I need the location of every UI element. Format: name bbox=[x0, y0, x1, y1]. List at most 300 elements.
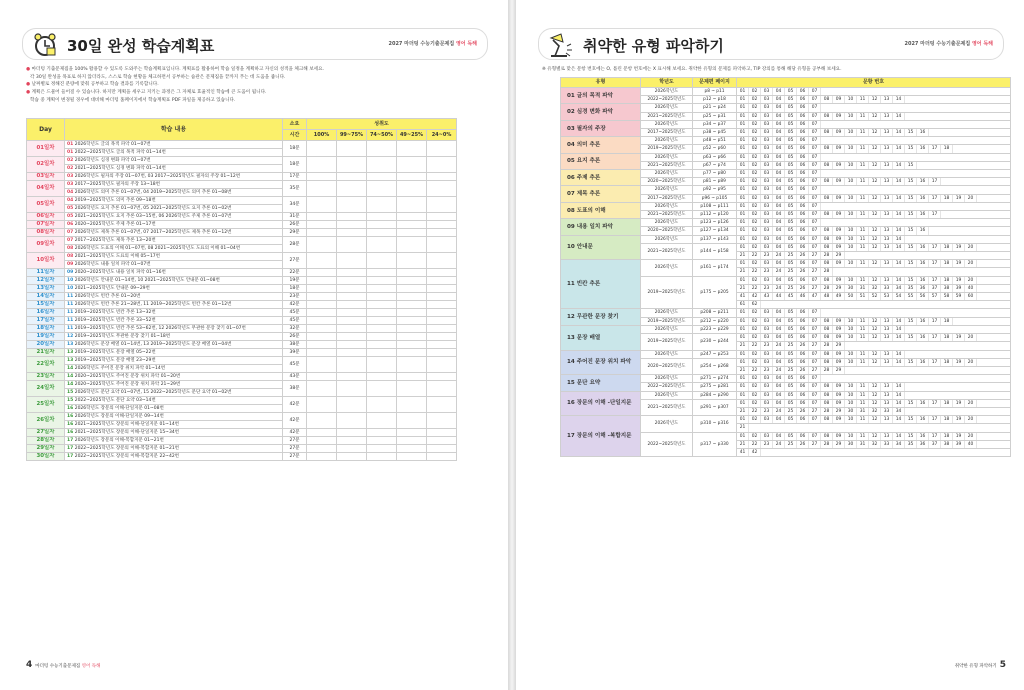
question-number[interactable]: 01 bbox=[737, 137, 749, 144]
score-cell[interactable] bbox=[367, 333, 397, 341]
question-number[interactable]: 15 bbox=[905, 162, 917, 169]
question-number[interactable]: 22 bbox=[749, 342, 761, 349]
question-number[interactable]: 02 bbox=[749, 88, 761, 95]
question-number[interactable]: 15 bbox=[905, 178, 917, 185]
question-number[interactable]: 10 bbox=[845, 392, 857, 399]
question-number[interactable]: 20 bbox=[965, 400, 977, 407]
question-number[interactable]: 13 bbox=[881, 318, 893, 325]
score-cell[interactable] bbox=[367, 325, 397, 333]
question-number[interactable]: 60 bbox=[965, 293, 977, 300]
question-number[interactable]: 05 bbox=[785, 88, 797, 95]
score-cell[interactable] bbox=[397, 317, 427, 325]
question-number[interactable]: 03 bbox=[761, 178, 773, 185]
question-number[interactable]: 28 bbox=[821, 367, 833, 374]
score-cell[interactable] bbox=[307, 309, 337, 317]
question-number[interactable]: 45 bbox=[785, 293, 797, 300]
question-number[interactable]: 05 bbox=[785, 351, 797, 358]
question-number[interactable]: 19 bbox=[953, 277, 965, 284]
question-number[interactable]: 12 bbox=[869, 178, 881, 185]
question-number[interactable]: 09 bbox=[833, 351, 845, 358]
question-number[interactable]: 23 bbox=[761, 408, 773, 415]
question-number[interactable]: 09 bbox=[833, 326, 845, 333]
question-number[interactable]: 06 bbox=[797, 137, 809, 144]
question-number[interactable]: 22 bbox=[749, 367, 761, 374]
question-number[interactable]: 08 bbox=[821, 195, 833, 202]
score-cell[interactable] bbox=[337, 309, 367, 317]
question-number[interactable]: 12 bbox=[869, 383, 881, 390]
question-number[interactable]: 02 bbox=[749, 334, 761, 341]
question-number[interactable]: 62 bbox=[749, 301, 761, 308]
question-number[interactable]: 16 bbox=[917, 416, 929, 423]
question-number[interactable]: 19 bbox=[953, 334, 965, 341]
question-number[interactable]: 25 bbox=[785, 285, 797, 292]
question-number[interactable]: 03 bbox=[761, 186, 773, 193]
question-number[interactable]: 04 bbox=[773, 375, 785, 382]
question-number[interactable]: 07 bbox=[809, 416, 821, 423]
question-number[interactable]: 05 bbox=[785, 392, 797, 399]
score-cell[interactable] bbox=[427, 269, 457, 277]
question-number[interactable]: 11 bbox=[857, 178, 869, 185]
question-number[interactable]: 13 bbox=[881, 392, 893, 399]
score-cell[interactable] bbox=[427, 253, 457, 269]
question-number[interactable]: 15 bbox=[905, 260, 917, 267]
question-number[interactable]: 04 bbox=[773, 121, 785, 128]
score-cell[interactable] bbox=[307, 157, 337, 173]
question-number[interactable]: 03 bbox=[761, 211, 773, 218]
score-cell[interactable] bbox=[367, 381, 397, 397]
question-number[interactable]: 20 bbox=[965, 359, 977, 366]
question-number[interactable]: 17 bbox=[929, 433, 941, 440]
score-cell[interactable] bbox=[397, 141, 427, 157]
question-number[interactable]: 01 bbox=[737, 129, 749, 136]
question-number[interactable]: 04 bbox=[773, 359, 785, 366]
question-number[interactable]: 02 bbox=[749, 137, 761, 144]
question-number[interactable]: 01 bbox=[737, 121, 749, 128]
question-number[interactable]: 11 bbox=[857, 129, 869, 136]
question-number[interactable]: 11 bbox=[857, 145, 869, 152]
score-cell[interactable] bbox=[427, 181, 457, 197]
score-cell[interactable] bbox=[337, 317, 367, 325]
score-cell[interactable] bbox=[397, 453, 427, 461]
question-number[interactable]: 16 bbox=[917, 433, 929, 440]
score-cell[interactable] bbox=[397, 277, 427, 285]
question-number[interactable]: 02 bbox=[749, 170, 761, 177]
question-number[interactable]: 13 bbox=[881, 211, 893, 218]
question-number[interactable]: 03 bbox=[761, 433, 773, 440]
question-number[interactable]: 04 bbox=[773, 137, 785, 144]
question-number[interactable]: 18 bbox=[941, 334, 953, 341]
question-number[interactable]: 01 bbox=[737, 375, 749, 382]
question-number[interactable]: 07 bbox=[809, 170, 821, 177]
score-cell[interactable] bbox=[367, 445, 397, 453]
score-cell[interactable] bbox=[397, 269, 427, 277]
question-number[interactable]: 12 bbox=[869, 433, 881, 440]
question-number[interactable]: 04 bbox=[773, 334, 785, 341]
question-number[interactable]: 02 bbox=[749, 416, 761, 423]
question-number[interactable]: 06 bbox=[797, 219, 809, 226]
question-number[interactable]: 05 bbox=[785, 162, 797, 169]
question-number[interactable]: 04 bbox=[773, 416, 785, 423]
question-number[interactable]: 61 bbox=[737, 301, 749, 308]
score-cell[interactable] bbox=[337, 413, 367, 429]
question-number[interactable]: 14 bbox=[893, 162, 905, 169]
question-number[interactable]: 13 bbox=[881, 236, 893, 243]
question-number[interactable]: 03 bbox=[761, 227, 773, 234]
question-number[interactable]: 07 bbox=[809, 96, 821, 103]
question-number[interactable]: 15 bbox=[905, 145, 917, 152]
question-number[interactable]: 02 bbox=[749, 186, 761, 193]
question-number[interactable]: 07 bbox=[809, 104, 821, 111]
question-number[interactable]: 03 bbox=[761, 154, 773, 161]
score-cell[interactable] bbox=[337, 445, 367, 453]
score-cell[interactable] bbox=[307, 445, 337, 453]
question-number[interactable]: 01 bbox=[737, 277, 749, 284]
question-number[interactable]: 04 bbox=[773, 186, 785, 193]
score-cell[interactable] bbox=[337, 141, 367, 157]
score-cell[interactable] bbox=[397, 285, 427, 293]
score-cell[interactable] bbox=[397, 253, 427, 269]
question-number[interactable]: 02 bbox=[749, 326, 761, 333]
question-number[interactable]: 02 bbox=[749, 351, 761, 358]
question-number[interactable]: 17 bbox=[929, 277, 941, 284]
question-number[interactable]: 14 bbox=[893, 277, 905, 284]
question-number[interactable]: 06 bbox=[797, 392, 809, 399]
question-number[interactable]: 06 bbox=[797, 383, 809, 390]
question-number[interactable]: 14 bbox=[893, 383, 905, 390]
question-number[interactable]: 26 bbox=[797, 268, 809, 275]
score-cell[interactable] bbox=[337, 349, 367, 357]
question-number[interactable]: 33 bbox=[881, 285, 893, 292]
question-number[interactable]: 13 bbox=[881, 145, 893, 152]
question-number[interactable]: 05 bbox=[785, 113, 797, 120]
question-number[interactable]: 04 bbox=[773, 219, 785, 226]
score-cell[interactable] bbox=[367, 309, 397, 317]
question-number[interactable]: 01 bbox=[737, 219, 749, 226]
score-cell[interactable] bbox=[307, 341, 337, 349]
question-number[interactable]: 07 bbox=[809, 236, 821, 243]
question-number[interactable]: 10 bbox=[845, 277, 857, 284]
question-number[interactable]: 08 bbox=[821, 277, 833, 284]
question-number[interactable]: 11 bbox=[857, 195, 869, 202]
question-number[interactable]: 25 bbox=[785, 441, 797, 448]
question-number[interactable]: 04 bbox=[773, 88, 785, 95]
question-number[interactable]: 03 bbox=[761, 260, 773, 267]
score-cell[interactable] bbox=[427, 293, 457, 301]
score-cell[interactable] bbox=[367, 173, 397, 181]
question-number[interactable]: 03 bbox=[761, 334, 773, 341]
question-number[interactable]: 06 bbox=[797, 433, 809, 440]
score-cell[interactable] bbox=[367, 293, 397, 301]
question-number[interactable]: 07 bbox=[809, 375, 821, 382]
score-cell[interactable] bbox=[427, 381, 457, 397]
question-number[interactable]: 07 bbox=[809, 359, 821, 366]
question-number[interactable]: 03 bbox=[761, 129, 773, 136]
question-number[interactable]: 06 bbox=[797, 186, 809, 193]
score-cell[interactable] bbox=[427, 317, 457, 325]
question-number[interactable]: 04 bbox=[773, 227, 785, 234]
question-number[interactable]: 06 bbox=[797, 326, 809, 333]
question-number[interactable]: 29 bbox=[833, 441, 845, 448]
question-number[interactable]: 14 bbox=[893, 236, 905, 243]
question-number[interactable]: 10 bbox=[845, 162, 857, 169]
score-cell[interactable] bbox=[427, 301, 457, 309]
score-cell[interactable] bbox=[397, 213, 427, 221]
question-number[interactable]: 01 bbox=[737, 309, 749, 316]
question-number[interactable]: 08 bbox=[821, 227, 833, 234]
question-number[interactable]: 07 bbox=[809, 113, 821, 120]
question-number[interactable]: 08 bbox=[821, 416, 833, 423]
question-number[interactable]: 14 bbox=[893, 211, 905, 218]
question-number[interactable]: 19 bbox=[953, 433, 965, 440]
score-cell[interactable] bbox=[337, 253, 367, 269]
question-number[interactable]: 30 bbox=[845, 441, 857, 448]
question-number[interactable]: 05 bbox=[785, 416, 797, 423]
question-number[interactable]: 01 bbox=[737, 244, 749, 251]
score-cell[interactable] bbox=[337, 437, 367, 445]
question-number[interactable]: 08 bbox=[821, 113, 833, 120]
question-number[interactable]: 08 bbox=[821, 400, 833, 407]
question-number[interactable]: 18 bbox=[941, 359, 953, 366]
score-cell[interactable] bbox=[337, 157, 367, 173]
question-number[interactable]: 29 bbox=[833, 367, 845, 374]
question-number[interactable]: 05 bbox=[785, 195, 797, 202]
question-number[interactable]: 06 bbox=[797, 244, 809, 251]
question-number[interactable]: 14 bbox=[893, 227, 905, 234]
question-number[interactable]: 22 bbox=[749, 268, 761, 275]
score-cell[interactable] bbox=[307, 333, 337, 341]
question-number[interactable]: 05 bbox=[785, 145, 797, 152]
question-number[interactable]: 20 bbox=[965, 260, 977, 267]
score-cell[interactable] bbox=[427, 221, 457, 229]
question-number[interactable]: 10 bbox=[845, 383, 857, 390]
question-number[interactable]: 26 bbox=[797, 342, 809, 349]
score-cell[interactable] bbox=[397, 397, 427, 413]
question-number[interactable]: 19 bbox=[953, 244, 965, 251]
question-number[interactable]: 02 bbox=[749, 260, 761, 267]
score-cell[interactable] bbox=[367, 277, 397, 285]
question-number[interactable]: 43 bbox=[761, 293, 773, 300]
question-number[interactable]: 02 bbox=[749, 309, 761, 316]
question-number[interactable]: 16 bbox=[917, 400, 929, 407]
question-number[interactable]: 07 bbox=[809, 186, 821, 193]
question-number[interactable]: 04 bbox=[773, 104, 785, 111]
score-cell[interactable] bbox=[397, 381, 427, 397]
question-number[interactable]: 03 bbox=[761, 400, 773, 407]
question-number[interactable]: 03 bbox=[761, 309, 773, 316]
question-number[interactable]: 04 bbox=[773, 203, 785, 210]
question-number[interactable]: 03 bbox=[761, 162, 773, 169]
question-number[interactable]: 01 bbox=[737, 195, 749, 202]
question-number[interactable]: 05 bbox=[785, 375, 797, 382]
question-number[interactable]: 05 bbox=[785, 400, 797, 407]
question-number[interactable]: 01 bbox=[737, 383, 749, 390]
question-number[interactable]: 01 bbox=[737, 170, 749, 177]
question-number[interactable]: 02 bbox=[749, 236, 761, 243]
score-cell[interactable] bbox=[427, 341, 457, 349]
score-cell[interactable] bbox=[337, 397, 367, 413]
question-number[interactable]: 06 bbox=[797, 88, 809, 95]
question-number[interactable]: 33 bbox=[881, 441, 893, 448]
question-number[interactable]: 05 bbox=[785, 129, 797, 136]
score-cell[interactable] bbox=[367, 453, 397, 461]
question-number[interactable]: 02 bbox=[749, 195, 761, 202]
question-number[interactable]: 06 bbox=[797, 375, 809, 382]
question-number[interactable]: 15 bbox=[905, 334, 917, 341]
question-number[interactable]: 11 bbox=[857, 359, 869, 366]
question-number[interactable]: 38 bbox=[941, 441, 953, 448]
question-number[interactable]: 06 bbox=[797, 113, 809, 120]
question-number[interactable]: 07 bbox=[809, 129, 821, 136]
question-number[interactable]: 25 bbox=[785, 408, 797, 415]
question-number[interactable]: 01 bbox=[737, 203, 749, 210]
question-number[interactable]: 12 bbox=[869, 162, 881, 169]
score-cell[interactable] bbox=[367, 341, 397, 349]
score-cell[interactable] bbox=[307, 429, 337, 437]
question-number[interactable]: 24 bbox=[773, 367, 785, 374]
score-cell[interactable] bbox=[427, 141, 457, 157]
question-number[interactable]: 02 bbox=[749, 178, 761, 185]
question-number[interactable]: 22 bbox=[749, 408, 761, 415]
question-number[interactable]: 36 bbox=[917, 285, 929, 292]
question-number[interactable]: 05 bbox=[785, 186, 797, 193]
question-number[interactable]: 29 bbox=[833, 342, 845, 349]
question-number[interactable]: 10 bbox=[845, 195, 857, 202]
question-number[interactable]: 05 bbox=[785, 260, 797, 267]
question-number[interactable]: 16 bbox=[917, 129, 929, 136]
question-number[interactable]: 10 bbox=[845, 113, 857, 120]
question-number[interactable]: 23 bbox=[761, 268, 773, 275]
question-number[interactable]: 03 bbox=[761, 121, 773, 128]
question-number[interactable]: 04 bbox=[773, 400, 785, 407]
question-number[interactable]: 16 bbox=[917, 359, 929, 366]
question-number[interactable]: 15 bbox=[905, 244, 917, 251]
question-number[interactable]: 18 bbox=[941, 260, 953, 267]
question-number[interactable]: 17 bbox=[929, 334, 941, 341]
question-number[interactable]: 09 bbox=[833, 392, 845, 399]
question-number[interactable]: 57 bbox=[929, 293, 941, 300]
question-number[interactable]: 02 bbox=[749, 392, 761, 399]
question-number[interactable]: 15 bbox=[905, 318, 917, 325]
score-cell[interactable] bbox=[307, 397, 337, 413]
question-number[interactable]: 10 bbox=[845, 129, 857, 136]
question-number[interactable]: 17 bbox=[929, 400, 941, 407]
score-cell[interactable] bbox=[427, 397, 457, 413]
question-number[interactable]: 07 bbox=[809, 244, 821, 251]
question-number[interactable]: 15 bbox=[905, 227, 917, 234]
score-cell[interactable] bbox=[427, 229, 457, 237]
question-number[interactable]: 13 bbox=[881, 195, 893, 202]
score-cell[interactable] bbox=[307, 349, 337, 357]
question-number[interactable]: 08 bbox=[821, 334, 833, 341]
score-cell[interactable] bbox=[397, 333, 427, 341]
score-cell[interactable] bbox=[397, 301, 427, 309]
score-cell[interactable] bbox=[427, 429, 457, 437]
score-cell[interactable] bbox=[367, 301, 397, 309]
question-number[interactable]: 16 bbox=[917, 334, 929, 341]
question-number[interactable]: 14 bbox=[893, 96, 905, 103]
question-number[interactable]: 32 bbox=[869, 285, 881, 292]
question-number[interactable]: 17 bbox=[929, 416, 941, 423]
question-number[interactable]: 14 bbox=[893, 326, 905, 333]
question-number[interactable]: 40 bbox=[965, 441, 977, 448]
question-number[interactable]: 13 bbox=[881, 113, 893, 120]
question-number[interactable]: 10 bbox=[845, 178, 857, 185]
question-number[interactable]: 11 bbox=[857, 318, 869, 325]
question-number[interactable]: 05 bbox=[785, 227, 797, 234]
question-number[interactable]: 21 bbox=[737, 367, 749, 374]
score-cell[interactable] bbox=[307, 373, 337, 381]
question-number[interactable]: 01 bbox=[737, 104, 749, 111]
score-cell[interactable] bbox=[307, 221, 337, 229]
question-number[interactable]: 10 bbox=[845, 359, 857, 366]
question-number[interactable]: 16 bbox=[917, 145, 929, 152]
question-number[interactable]: 17 bbox=[929, 145, 941, 152]
question-number[interactable]: 04 bbox=[773, 195, 785, 202]
question-number[interactable]: 02 bbox=[749, 145, 761, 152]
question-number[interactable]: 03 bbox=[761, 203, 773, 210]
score-cell[interactable] bbox=[307, 357, 337, 373]
question-number[interactable]: 06 bbox=[797, 162, 809, 169]
question-number[interactable]: 25 bbox=[785, 367, 797, 374]
question-number[interactable]: 12 bbox=[869, 359, 881, 366]
question-number[interactable]: 10 bbox=[845, 318, 857, 325]
question-number[interactable]: 31 bbox=[857, 408, 869, 415]
question-number[interactable]: 04 bbox=[773, 211, 785, 218]
question-number[interactable]: 04 bbox=[773, 277, 785, 284]
score-cell[interactable] bbox=[397, 373, 427, 381]
question-number[interactable]: 15 bbox=[905, 433, 917, 440]
question-number[interactable]: 12 bbox=[869, 326, 881, 333]
question-number[interactable]: 06 bbox=[797, 203, 809, 210]
question-number[interactable]: 07 bbox=[809, 137, 821, 144]
score-cell[interactable] bbox=[397, 341, 427, 349]
question-number[interactable]: 10 bbox=[845, 416, 857, 423]
question-number[interactable]: 32 bbox=[869, 441, 881, 448]
question-number[interactable]: 10 bbox=[845, 334, 857, 341]
question-number[interactable]: 20 bbox=[965, 416, 977, 423]
question-number[interactable]: 09 bbox=[833, 96, 845, 103]
question-number[interactable]: 06 bbox=[797, 211, 809, 218]
question-number[interactable]: 07 bbox=[809, 178, 821, 185]
question-number[interactable]: 55 bbox=[905, 293, 917, 300]
question-number[interactable]: 06 bbox=[797, 260, 809, 267]
question-number[interactable]: 47 bbox=[809, 293, 821, 300]
question-number[interactable]: 14 bbox=[893, 318, 905, 325]
question-number[interactable]: 13 bbox=[881, 129, 893, 136]
question-number[interactable]: 17 bbox=[929, 244, 941, 251]
question-number[interactable]: 12 bbox=[869, 351, 881, 358]
score-cell[interactable] bbox=[367, 413, 397, 429]
question-number[interactable]: 15 bbox=[905, 129, 917, 136]
question-number[interactable]: 13 bbox=[881, 178, 893, 185]
question-number[interactable]: 18 bbox=[941, 277, 953, 284]
question-number[interactable]: 12 bbox=[869, 416, 881, 423]
score-cell[interactable] bbox=[337, 269, 367, 277]
question-number[interactable]: 09 bbox=[833, 227, 845, 234]
question-number[interactable]: 01 bbox=[737, 154, 749, 161]
question-number[interactable]: 21 bbox=[737, 408, 749, 415]
question-number[interactable]: 09 bbox=[833, 195, 845, 202]
score-cell[interactable] bbox=[427, 325, 457, 333]
score-cell[interactable] bbox=[337, 213, 367, 221]
question-number[interactable]: 07 bbox=[809, 433, 821, 440]
question-number[interactable]: 04 bbox=[773, 260, 785, 267]
question-number[interactable]: 07 bbox=[809, 334, 821, 341]
question-number[interactable]: 11 bbox=[857, 383, 869, 390]
question-number[interactable]: 48 bbox=[821, 293, 833, 300]
question-number[interactable]: 14 bbox=[893, 359, 905, 366]
question-number[interactable]: 08 bbox=[821, 383, 833, 390]
